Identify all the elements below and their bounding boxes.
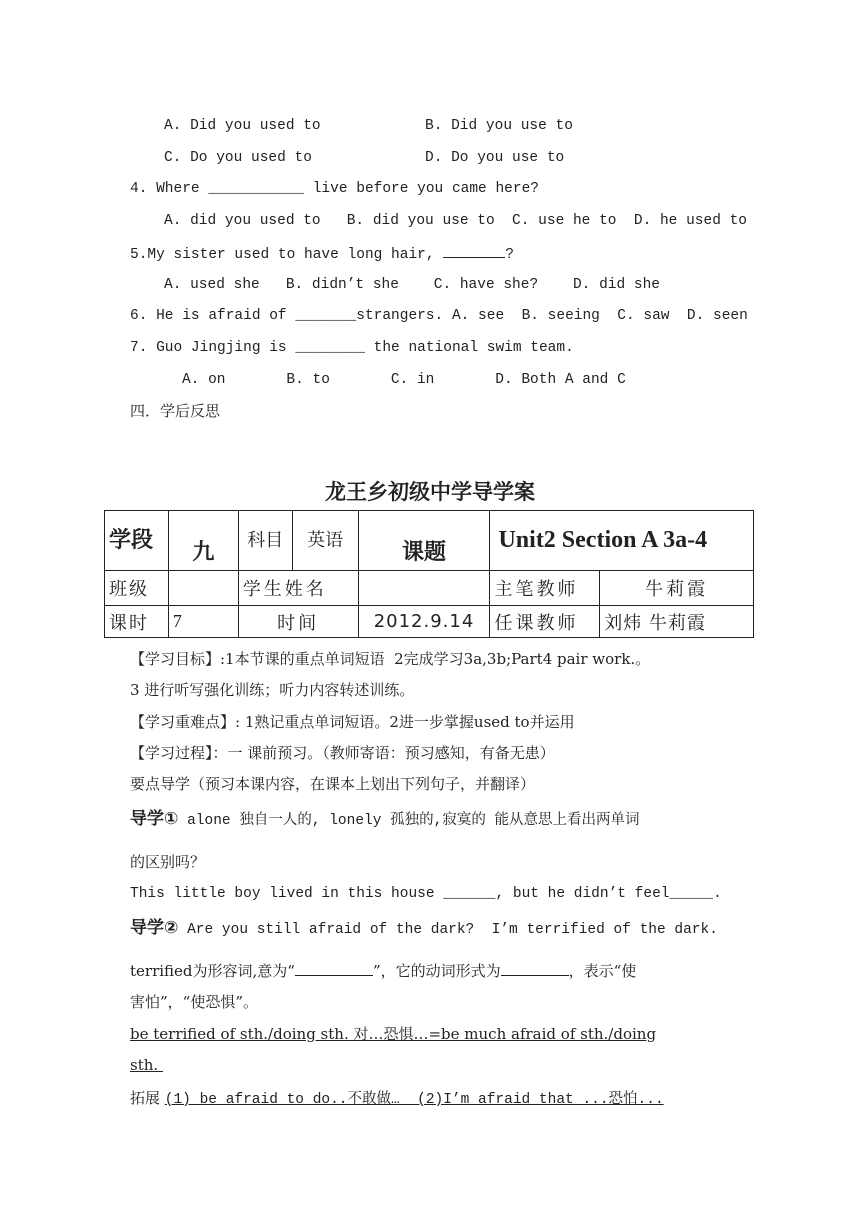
guide-2-def-a: terrified为形容词,意为“ (130, 962, 295, 980)
time-value: 2012.9.14 (358, 606, 490, 638)
question-5 (130, 243, 514, 265)
subject-label: 科目 (238, 511, 292, 571)
teachers-label: 任课教师 (490, 606, 600, 638)
period-value: 7 (168, 606, 238, 638)
topic-value: Unit2 Section A 3a-4 (490, 511, 754, 571)
q3-option-d: D. Do you use to (425, 150, 565, 166)
question-7: 7. Guo Jingjing is ________ the national swim team. (130, 340, 574, 356)
question-4-options: A. did you used to B. did you use to C. use he to D. he used to (164, 213, 747, 229)
guide-2-def-c: ，表示“使 (568, 962, 637, 980)
subject-value: 英语 (292, 511, 358, 571)
learning-process: 【学习过程】：一 课前预习。（教师寄语：预习感知，有备无患） (130, 744, 555, 762)
guide-2-blank-2 (501, 961, 569, 976)
guide-2-text: Are you still afraid of the dark? I’m terrified of the dark. (178, 922, 718, 938)
student-name-value (358, 571, 490, 606)
time-label: 时间 (238, 606, 358, 638)
guide-1-example: This little boy lived in this house ______, but he didn’t feel_____. (130, 886, 722, 902)
teachers-value: 刘炜 牛莉霞 (600, 606, 754, 638)
info-table (104, 510, 754, 638)
question-5-blank (443, 243, 505, 258)
extension-text: (1) be afraid to do..不敢做… (2)I’m afraid that ...恐怕... (164, 1092, 664, 1108)
guide-2-label: 导学② (130, 918, 179, 938)
class-label: 班级 (105, 571, 169, 606)
q3-option-a: A. Did you used to (164, 118, 321, 134)
question-5-options: A. used she B. didn’t she C. have she? D. did she (164, 277, 660, 293)
guide-2-def-cont: 害怕”，“使恐惧”。 (130, 993, 259, 1011)
learning-goals: 【学习目标】:1本节课的重点单词短语 2完成学习3a,3b;Part4 pair work.。 (130, 650, 651, 668)
guide-2-blank-1 (295, 961, 373, 976)
guide-1-cont: 的区别吗？ (130, 853, 206, 871)
period-label: 课时 (105, 606, 169, 638)
guide-1 (130, 809, 640, 831)
key-points: 【学习重难点】: 1熟记重点单词短语。2进一步掌握used to并运用 (130, 713, 575, 731)
question-6: 6. He is afraid of _______strangers. A. see B. seeing C. saw D. seen (130, 308, 748, 324)
guide-2-phrase: be terrified of sth./doing sth. 对…恐惧…=be much afraid of sth./doing (130, 1025, 657, 1043)
guide-intro: 要点导学（预习本课内容，在课本上划出下列句子，并翻译） (130, 775, 536, 793)
class-value (168, 571, 238, 606)
topic-label: 课题 (358, 511, 490, 571)
q3-option-b: B. Did you use to (425, 118, 573, 134)
guide-2-phrase-cont: sth. (130, 1056, 163, 1074)
extension-label: 拓展 (130, 1089, 165, 1107)
guide-2-def (130, 961, 636, 981)
lead-teacher-value: 牛莉霞 (600, 571, 754, 606)
question-4: 4. Where ___________ live before you came here? (130, 181, 539, 197)
student-name-label: 学生姓名 (238, 571, 358, 606)
guide-2 (130, 918, 718, 940)
guide-1-label: 导学① (130, 809, 179, 829)
guide-2-def-b: ”，它的动词形式为 (372, 962, 501, 980)
guide-1-text: alone 独自一人的, lonely 孤独的,寂寞的 能从意思上看出两单词 (178, 813, 640, 829)
learning-goals-cont: 3 进行听写强化训练；听力内容转述训练。 (130, 681, 415, 699)
question-5-text: 5.My sister used to have long hair, (130, 247, 444, 263)
question-7-options: A. on B. to C. in D. Both A and C (182, 372, 626, 388)
q3-option-c: C. Do you used to (164, 150, 312, 166)
extension (130, 1088, 664, 1110)
stage-label: 学段 (105, 511, 169, 571)
document-title: 龙王乡初级中学导学案 (325, 480, 535, 504)
lead-teacher-label: 主笔教师 (490, 571, 600, 606)
question-5-mark: ? (505, 247, 514, 263)
reflection-heading: 四．学后反思 (130, 402, 221, 420)
stage-value: 九 (168, 511, 238, 571)
